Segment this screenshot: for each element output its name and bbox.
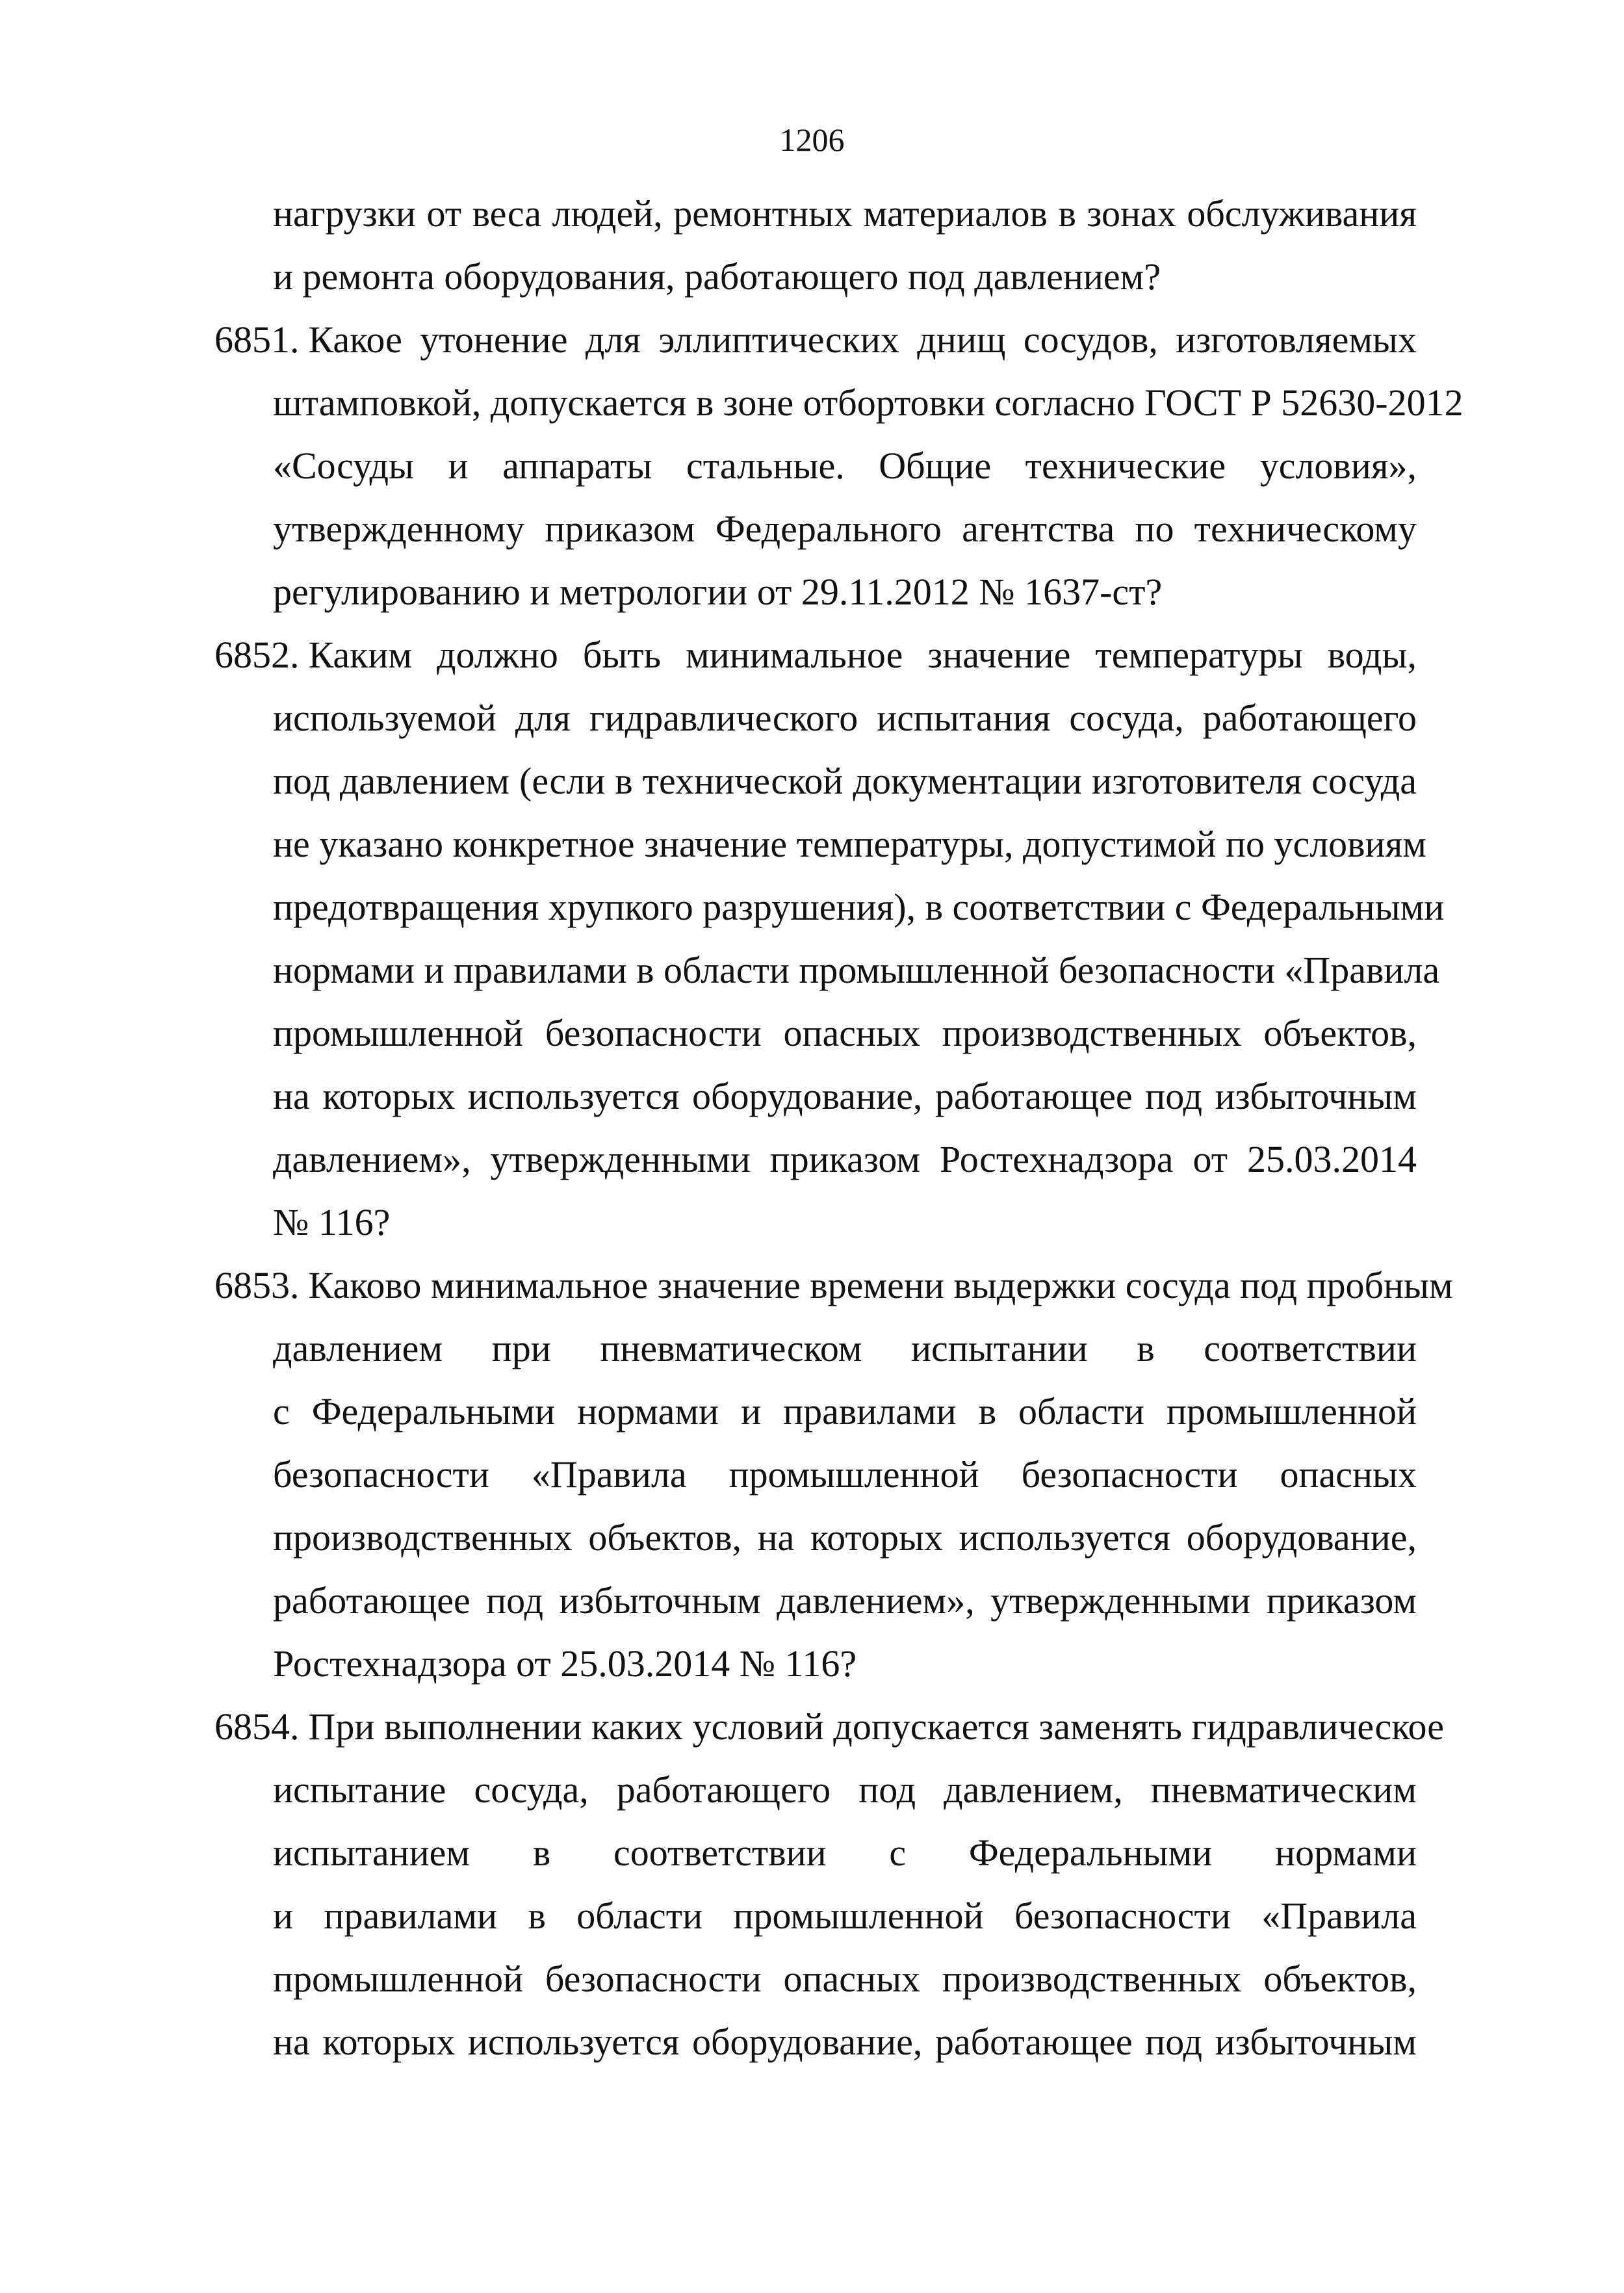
text-line: используемой для гидравлического испытания сосуда, работающего	[273, 697, 1417, 739]
text-line: промышленной безопасности опасных производственных объектов,	[273, 1958, 1417, 2000]
text-line: производственных объектов, на которых используется оборудование,	[273, 1516, 1417, 1559]
question-number: 6852.	[214, 634, 300, 676]
question-text: Какое утонение для эллиптических днищ сосудов, изготовляемых	[308, 318, 1417, 361]
text-line: регулированию и метрологии от 29.11.2012 № 1637-ст?	[273, 571, 1163, 613]
question-text: Каким должно быть минимальное значение температуры воды,	[308, 634, 1417, 676]
question-text: При выполнении каких условий допускается заменять гидравлическое	[308, 1705, 1444, 1748]
text-line	[214, 623, 1417, 686]
text-line: не указано конкретное значение температуры, допустимой по условиям	[273, 823, 1426, 865]
question-number: 6853.	[214, 1264, 300, 1306]
text-line: под давлением (если в технической документации изготовителя сосуда	[273, 760, 1417, 802]
page-number: 1206	[779, 122, 845, 158]
text-line: на которых используется оборудование, работающее под избыточным	[273, 2021, 1417, 2063]
text-line: с Федеральными нормами и правилами в области промышленной	[273, 1390, 1417, 1432]
text-line: давлением», утвержденными приказом Ростехнадзора от 25.03.2014	[273, 1138, 1417, 1180]
text-line	[214, 1695, 1444, 1758]
text-line: и правилами в области промышленной безопасности «Правила	[273, 1895, 1417, 1937]
text-line	[214, 308, 1417, 371]
text-line: «Сосуды и аппараты стальные. Общие технические условия»,	[273, 445, 1417, 487]
text-line: предотвращения хрупкого разрушения), в соответствии с Федеральными	[273, 886, 1445, 928]
text-line: на которых используется оборудование, работающее под избыточным	[273, 1075, 1417, 1117]
question-text: Каково минимальное значение времени выдержки сосуда под пробным	[308, 1264, 1453, 1306]
text-line	[214, 1254, 1453, 1317]
text-line: давлением при пневматическом испытании в соответствии	[273, 1327, 1417, 1369]
text-line: испытание сосуда, работающего под давлением, пневматическим	[273, 1768, 1417, 1811]
text-line: промышленной безопасности опасных производственных объектов,	[273, 1012, 1417, 1054]
text-line: нормами и правилами в области промышленной безопасности «Правила	[273, 949, 1440, 991]
text-line: Ростехнадзора от 25.03.2014 № 116?	[273, 1642, 857, 1685]
text-line: нагрузки от веса людей, ремонтных материалов в зонах обслуживания	[273, 192, 1417, 235]
text-line: работающее под избыточным давлением», утвержденными приказом	[273, 1579, 1417, 1622]
question-number: 6854.	[214, 1705, 300, 1748]
text-line: утвержденному приказом Федерального агентства по техническому	[273, 508, 1417, 550]
text-line: и ремонта оборудования, работающего под давлением?	[273, 255, 1161, 298]
text-line: штамповкой, допускается в зоне отбортовки согласно ГОСТ Р 52630-2012	[273, 382, 1463, 424]
text-line: безопасности «Правила промышленной безопасности опасных	[273, 1453, 1417, 1496]
document-body	[214, 182, 1463, 2073]
text-line: испытанием в соответствии с Федеральными нормами	[273, 1832, 1417, 1874]
question-number: 6851.	[214, 318, 300, 361]
text-line: № 116?	[273, 1201, 391, 1243]
